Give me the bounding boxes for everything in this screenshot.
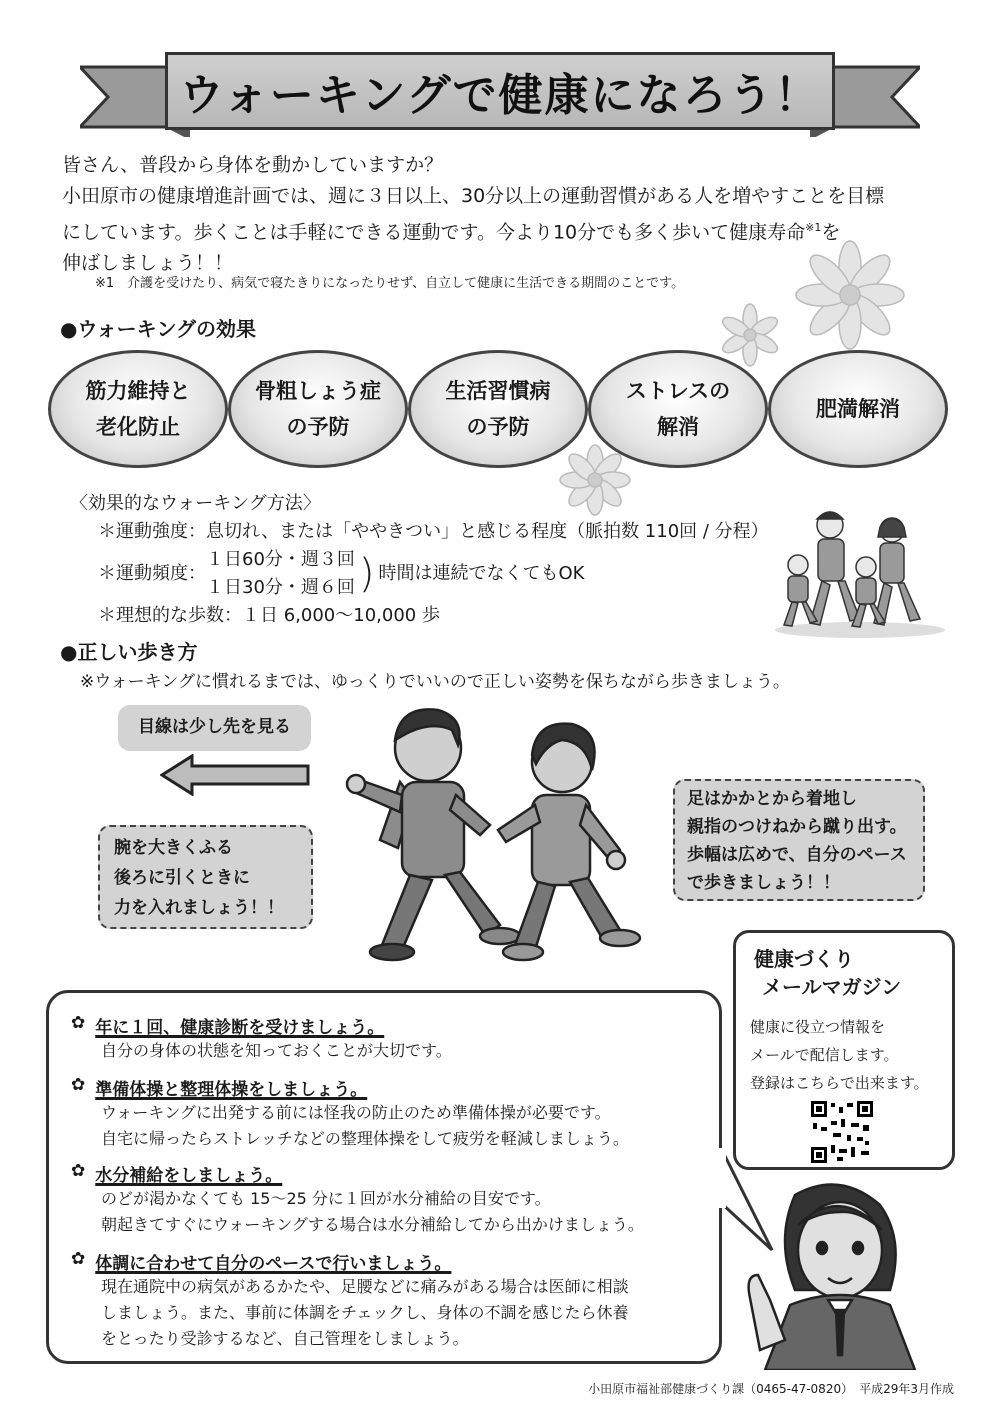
effects-list [48,350,958,470]
title-banner [80,42,920,137]
tip-title: 年に１回、健康診断を受けましょう。 [95,1018,385,1038]
tip-item [71,1013,711,1064]
flower-bullet-icon: ✿ [71,1161,86,1181]
footnote: ※1 介護を受けたり、病気で寝たきりになったりせず、自立して健康に生活できる期間のことです。 [95,276,685,291]
tip-body: のどが渇かなくても 15〜25 分に１回が水分補給の目安です。 朝起きてすぐにウォーキングする場合は水分補給してから出かけましょう。 [101,1189,644,1234]
footnote-mark: ※1 [805,221,822,234]
effect-item: 生活習慣病 の予防 [408,350,588,468]
tip-body: 現在通院中の病気があるかたや、足腰などに痛みがある場合は医師に相談 しましょう。また、事前に体調をチェックし、身体の不調を感じたら休養 をとったり受診するなど、自己管理をしましょう。 [101,1277,629,1348]
effects-heading: ●ウォーキングの効果 [60,317,257,341]
footer-credit: 小田原市福祉部健康づくり課（0465-47-0820） 平成29年3月作成 [588,1382,954,1396]
flower-bullet-icon: ✿ [71,1013,86,1033]
frequency-option: １日30分・週６回 [206,577,355,598]
intro-line: 伸ばしましょう！！ [62,252,234,275]
effect-item: 筋力維持と 老化防止 [48,350,228,468]
mail-magazine-box [733,930,955,1170]
effect-item: 肥満解消 [768,350,948,468]
frequency-option: １日60分・週３回 [206,549,355,570]
arrow-left-icon [160,754,310,796]
page-title: ウォーキングで健康になろう！ [165,52,835,130]
flower-bullet-icon: ✿ [71,1249,86,1269]
effect-item: 骨粗しょう症 の予防 [228,350,408,468]
family-walking-illustration [770,505,950,640]
tip-title: 水分補給をしましょう。 [95,1166,283,1186]
guide-woman-illustration [740,1180,960,1370]
mail-title: 健康づくり メールマガジン [754,947,902,999]
tip-item [71,1161,711,1238]
brace: ) [358,551,375,597]
tips-box [46,990,722,1364]
tip-title: 体調に合わせて自分のペースで行いましょう。 [95,1254,452,1274]
tip-title: 準備体操と整理体操をしましょう。 [95,1080,368,1100]
flower-bullet-icon: ✿ [71,1075,86,1095]
tip-item [71,1075,711,1152]
method-intensity: ＊運動強度：息切れ、または「ややきつい」と感じる程度（脈拍数 110回 / 分程） [98,521,769,542]
frequency-note: 時間は連続でなくてもOK [378,563,585,584]
feet-callout: 足はかかとから着地し 親指のつけねから蹴り出す。 歩幅は広めで、自分のペース で歩きましょう！！ [673,779,925,901]
walking-note: ※ウォーキングに慣れるまでは、ゆっくりでいいので正しい姿勢を保ちながら歩きましょう。 [80,672,790,692]
intro-line: 小田原市の健康増進計画では、週に３日以上、30分以上の運動習慣がある人を増やすことを目標 [62,185,885,207]
tip-item [71,1249,711,1352]
eyes-callout: 目線は少し先を見る [118,705,311,751]
walking-heading: ●正しい歩き方 [60,640,198,664]
effect-item: ストレスの 解消 [588,350,768,468]
method-heading: 〈効果的なウォーキング方法〉 [70,493,321,514]
method-steps: ＊理想的な歩数：１日 6,000〜10,000 歩 [98,605,440,626]
walking-method [70,490,769,630]
arms-callout: 腕を大きくふる 後ろに引くときに 力を入れましょう！！ [98,825,313,929]
qr-code[interactable] [811,1101,873,1163]
tip-body: ウォーキングに出発する前には怪我の防止のため準備体操が必要です。 自宅に帰ったらストレッチなどの整理体操をして疲労を軽減しましょう。 [101,1103,629,1148]
method-frequency: ＊運動頻度： １日60分・週３回 １日30分・週６回 ) 時間は連続でなくてもOK [98,546,769,602]
intro-line: 皆さん、普段から身体を動かしていますか？ [62,154,444,176]
couple-walking-illustration [340,700,650,970]
tip-body: 自分の身体の状態を知っておくことが大切です。 [101,1041,452,1060]
mail-body: 健康に役立つ情報を メールで配信します。 登録はこちらで出来ます。 [750,1018,929,1092]
intro-line: にしています。歩くことは手軽にできる運動です。今より10分でも多く歩いて健康寿命$^{※1}$を [62,221,841,244]
